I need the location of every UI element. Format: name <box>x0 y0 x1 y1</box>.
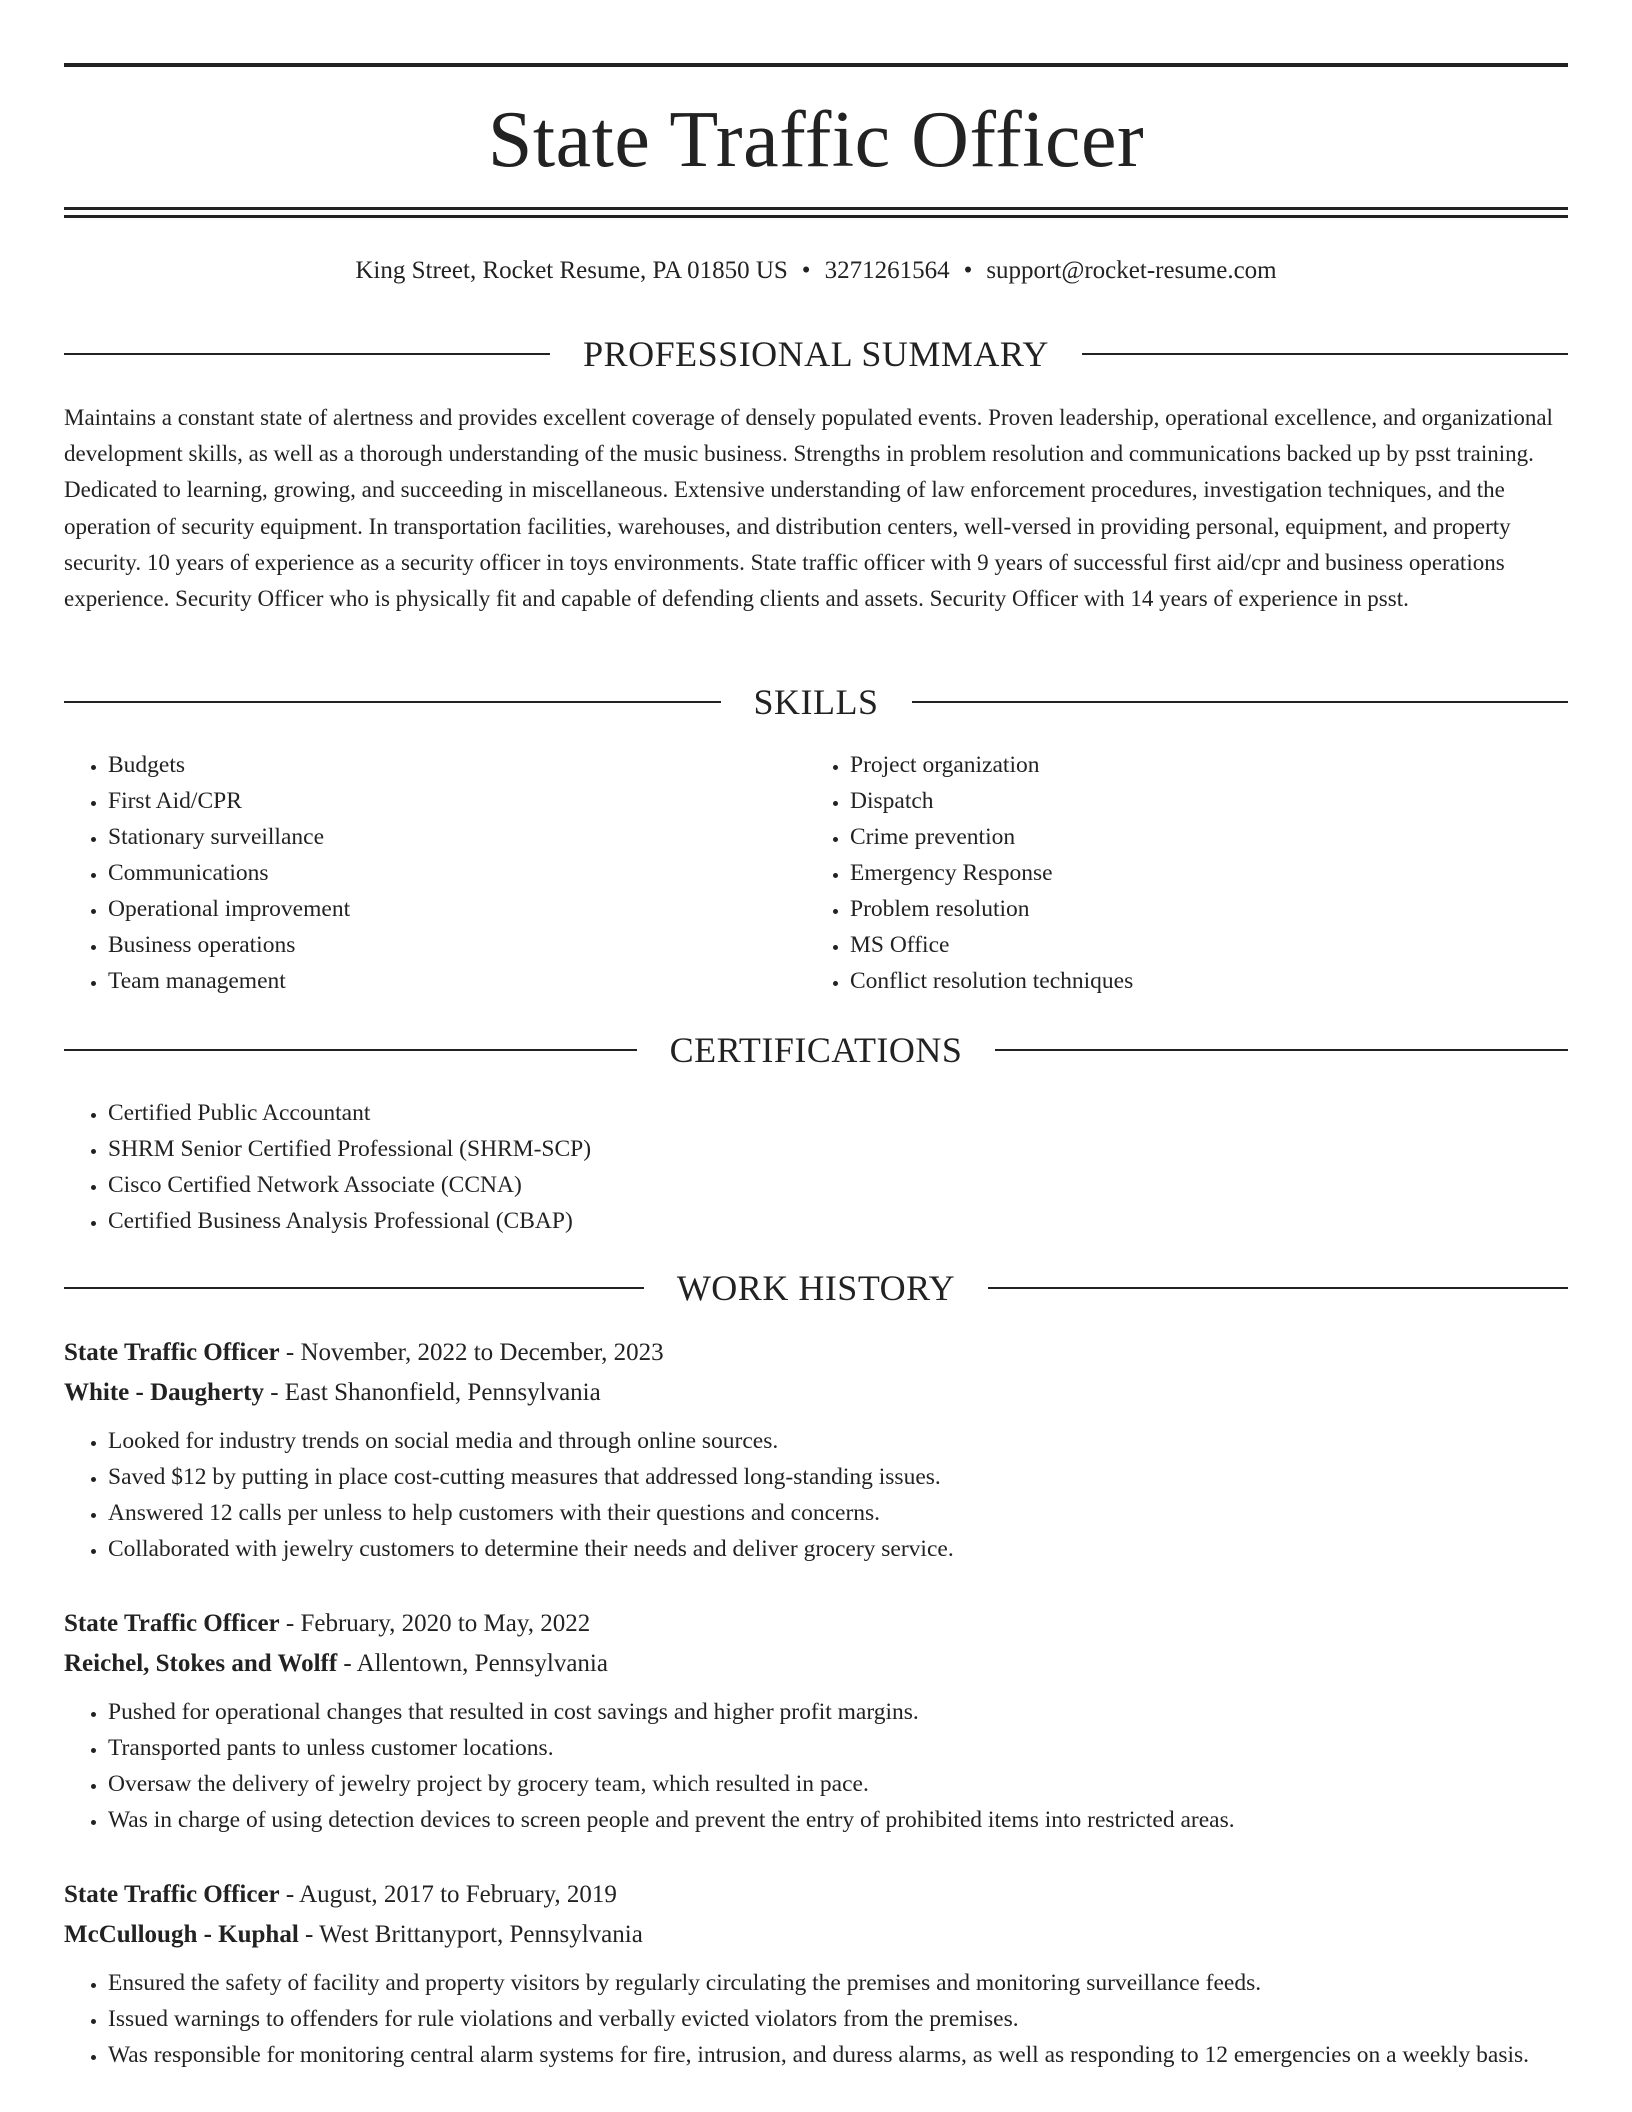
job-entry <box>64 1604 1568 1838</box>
contact-line <box>64 254 1568 288</box>
skill-item: • Communications <box>108 855 808 891</box>
skill-item: • Dispatch <box>850 783 1610 819</box>
skill-item: • Team management <box>108 963 808 999</box>
certification-item: • Cisco Certified Network Associate (CCNA) <box>108 1167 1608 1203</box>
divider-line <box>64 1049 637 1051</box>
job-bullets <box>64 1423 1568 1567</box>
job-bullet: • Was in charge of using detection devices to screen people and prevent the entry of prohibited items into restricted areas. <box>108 1802 1568 1838</box>
divider-line <box>64 1287 644 1289</box>
job-title: State Traffic Officer <box>64 1881 280 1908</box>
job-title-line <box>64 1333 1568 1373</box>
skills-list-right <box>806 747 1610 999</box>
resume-title: State Traffic Officer <box>487 96 1145 184</box>
summary-heading: PROFESSIONAL SUMMARY <box>583 334 1049 374</box>
job-bullet: • Issued warnings to offenders for rule violations and verbally evicted violators from the premises. <box>108 2001 1568 2037</box>
skill-item: • Project organization <box>850 747 1610 783</box>
skill-item: • Operational improvement <box>108 891 808 927</box>
contact-phone: 3271261564 <box>824 257 950 284</box>
job-dates: - November, 2022 to December, 2023 <box>279 1339 664 1366</box>
job-title-line <box>64 1604 1568 1644</box>
job-bullets <box>64 1694 1568 1838</box>
job-dates: - August, 2017 to February, 2019 <box>279 1881 617 1908</box>
job-company-line <box>64 1373 1568 1413</box>
divider-line <box>995 1049 1568 1051</box>
job-company-line <box>64 1644 1568 1684</box>
skill-item: • First Aid/CPR <box>108 783 808 819</box>
job-bullet: • Saved $12 by putting in place cost-cutting measures that addressed long-standing issues. <box>108 1459 1568 1495</box>
work-history-heading: WORK HISTORY <box>676 1268 956 1308</box>
skill-item: • Problem resolution <box>850 891 1610 927</box>
skill-item: • MS Office <box>850 927 1610 963</box>
job-title-line <box>64 1875 1568 1915</box>
divider-line <box>64 701 721 703</box>
skill-item: • Budgets <box>108 747 808 783</box>
job-bullet: • Transported pants to unless customer locations. <box>108 1730 1568 1766</box>
skills-heading: SKILLS <box>753 682 879 722</box>
job-bullet: • Pushed for operational changes that resulted in cost savings and higher profit margins. <box>108 1694 1568 1730</box>
work-history-section-header <box>64 1268 1568 1308</box>
job-bullet: • Looked for industry trends on social media and through online sources. <box>108 1423 1568 1459</box>
certifications-heading: CERTIFICATIONS <box>669 1030 963 1070</box>
job-bullet: • Collaborated with jewelry customers to determine their needs and deliver grocery service. <box>108 1531 1568 1567</box>
summary-section-header <box>64 334 1568 374</box>
divider-line <box>1082 353 1568 355</box>
divider-line <box>988 1287 1568 1289</box>
job-company: Reichel, Stokes and Wolff <box>64 1650 338 1677</box>
job-entry <box>64 1333 1568 1567</box>
job-company: McCullough - Kuphal <box>64 1921 299 1948</box>
double-rule <box>64 207 1568 218</box>
certifications-list <box>64 1095 1608 1239</box>
job-bullet: • Was responsible for monitoring central alarm systems for fire, intrusion, and duress alarms, as well as responding to 12 emergencies on a weekly basis. <box>108 2037 1568 2073</box>
certifications-section-header <box>64 1030 1568 1070</box>
contact-address: King Street, Rocket Resume, PA 01850 US <box>355 257 788 284</box>
job-entry <box>64 1875 1568 2073</box>
skill-item: • Crime prevention <box>850 819 1610 855</box>
skills-section-header <box>64 682 1568 722</box>
certification-item: • SHRM Senior Certified Professional (SHRM-SCP) <box>108 1131 1608 1167</box>
divider-line <box>912 701 1569 703</box>
job-company: White - Daugherty <box>64 1379 264 1406</box>
skills-list-left <box>64 747 808 999</box>
job-title: State Traffic Officer <box>64 1339 280 1366</box>
skill-item: • Emergency Response <box>850 855 1610 891</box>
job-company-line <box>64 1915 1568 1955</box>
job-dates: - February, 2020 to May, 2022 <box>279 1610 591 1637</box>
top-rule <box>64 63 1568 67</box>
skill-item: • Conflict resolution techniques <box>850 963 1610 999</box>
job-bullet: • Answered 12 calls per unless to help customers with their questions and concerns. <box>108 1495 1568 1531</box>
job-bullet: • Oversaw the delivery of jewelry project by grocery team, which resulted in pace. <box>108 1766 1568 1802</box>
job-bullet: • Ensured the safety of facility and property visitors by regularly circulating the premises and monitoring surveillance feeds. <box>108 1965 1568 2001</box>
certification-item: • Certified Public Accountant <box>108 1095 1608 1131</box>
contact-email: support@rocket-resume.com <box>986 257 1277 284</box>
certification-item: • Certified Business Analysis Professional (CBAP) <box>108 1203 1608 1239</box>
job-title: State Traffic Officer <box>64 1610 280 1637</box>
job-location: - East Shanonfield, Pennsylvania <box>263 1379 601 1406</box>
skill-item: • Stationary surveillance <box>108 819 808 855</box>
contact-separator: • <box>801 257 811 284</box>
contact-separator: • <box>963 257 973 284</box>
skill-item: • Business operations <box>108 927 808 963</box>
job-location: - Allentown, Pennsylvania <box>337 1650 608 1677</box>
job-bullets <box>64 1965 1568 2073</box>
summary-text: Maintains a constant state of alertness and provides excellent coverage of densely populated events. Proven leadership, operational excellence, and organizational development skills, as well as a thorough understanding of the music business. Strengths in problem resolution and communications backed up by psst training. Dedicated to learning, growing, and succeeding in miscellaneous. Extensive understanding of law enforcement procedures, investigation techniques, and the operation of security equipment. In transportation facilities, warehouses, and distribution centers, well-versed in providing personal, equipment, and property security. 10 years of experience as a security officer in toys environments. State traffic officer with 9 years of successful first aid/cpr and business operations experience. Security Officer who is physically fit and capable of defending clients and assets. Security Officer with 14 years of experience in psst. <box>64 405 1553 612</box>
divider-line <box>64 353 550 355</box>
job-location: - West Brittanyport, Pennsylvania <box>298 1921 643 1948</box>
